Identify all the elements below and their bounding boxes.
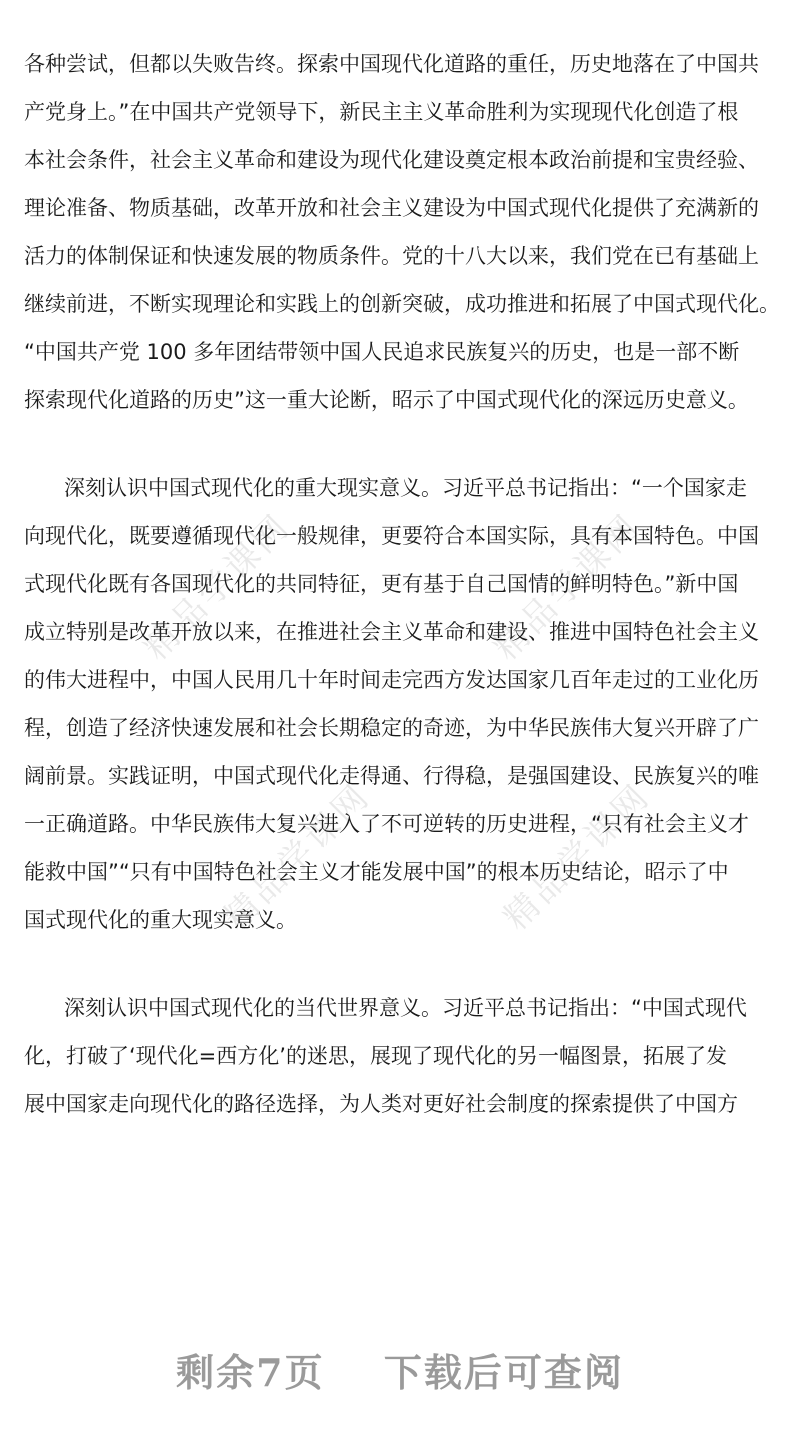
text-line: 式现代化既有各国现代化的共同特征，更有基于自己国情的鲜明特色。”新中国: [24, 572, 739, 596]
text-line: 深刻认识中国式现代化的重大现实意义。习近平总书记指出：“一个国家走: [64, 476, 747, 500]
text-line: “中国共产党 100 多年团结带领中国人民追求民族复兴的历史，也是一部不断: [24, 340, 740, 364]
paragraph: [24, 40, 780, 424]
watermark: 精品学课网: [496, 775, 659, 939]
text-line: 向现代化，既要遵循现代化一般规律，更要符合本国实际，具有本国特色。中国: [24, 524, 759, 548]
text-line: 理论准备、物质基础，改革开放和社会主义建设为中国式现代化提供了充满新的: [24, 196, 759, 220]
download-to-view-text: 下载后可查阅: [383, 1350, 624, 1395]
text-line: 成立特别是改革开放以来，在推进社会主义革命和建设、推进中国特色社会主义: [24, 620, 759, 644]
text-line: 阔前景。实践证明，中国式现代化走得通、行得稳，是强国建设、民族复兴的唯: [24, 764, 759, 788]
text-line: 各种尝试，但都以失败告终。探索中国现代化道路的重任，历史地落在了中国共: [24, 52, 759, 76]
text-line: 国式现代化的重大现实意义。: [24, 908, 297, 932]
watermark: 精品学课网: [216, 775, 379, 939]
text-line: 展中国家走向现代化的路径选择，为人类对更好社会制度的探索提供了中国方: [24, 1092, 738, 1116]
remaining-pages-text: 剩余7页: [176, 1350, 325, 1395]
text-line: 一正确道路。中华民族伟大复兴进入了不可逆转的历史进程，“只有社会主义才: [24, 812, 749, 836]
text-line: 深刻认识中国式现代化的当代世界意义。习近平总书记指出：“中国式现代: [64, 996, 747, 1020]
text-line: 能救中国”“只有中国特色社会主义才能发展中国”的根本历史结论，昭示了中: [24, 860, 729, 884]
text-line: 本社会条件，社会主义革命和建设为现代化建设奠定根本政治前提和宝贵经验、: [24, 148, 759, 172]
text-line: 探索现代化道路的历史”这一重大论断，昭示了中国式现代化的深远历史意义。: [24, 388, 749, 412]
text-line: 化，打破了‘现代化=西方化’的迷思，展现了现代化的另一幅图景，拓展了发: [24, 1044, 727, 1068]
text-line: 程，创造了经济快速发展和社会长期稳定的奇迹，为中华民族伟大复兴开辟了广: [24, 716, 759, 740]
download-prompt: [0, 1342, 800, 1397]
paragraph: [24, 984, 780, 1128]
text-line: 产党身上。”在中国共产党领导下，新民主主义革命胜利为实现现代化创造了根: [24, 100, 739, 124]
watermark: 精品学课网: [136, 505, 299, 669]
text-line: 的伟大进程中，中国人民用几十年时间走完西方发达国家几百年走过的工业化历: [24, 668, 759, 692]
paragraph-gap: [24, 944, 780, 984]
paragraph-gap: [24, 424, 780, 464]
paragraph: [24, 464, 780, 944]
text-line: 继续前进，不断实现理论和实践上的创新突破，成功推进和拓展了中国式现代化。: [24, 292, 780, 316]
document-body: [24, 40, 780, 1128]
text-line: 活力的体制保证和快速发展的物质条件。党的十八大以来，我们党在已有基础上: [24, 244, 759, 268]
watermark: 精品学课网: [486, 505, 649, 669]
